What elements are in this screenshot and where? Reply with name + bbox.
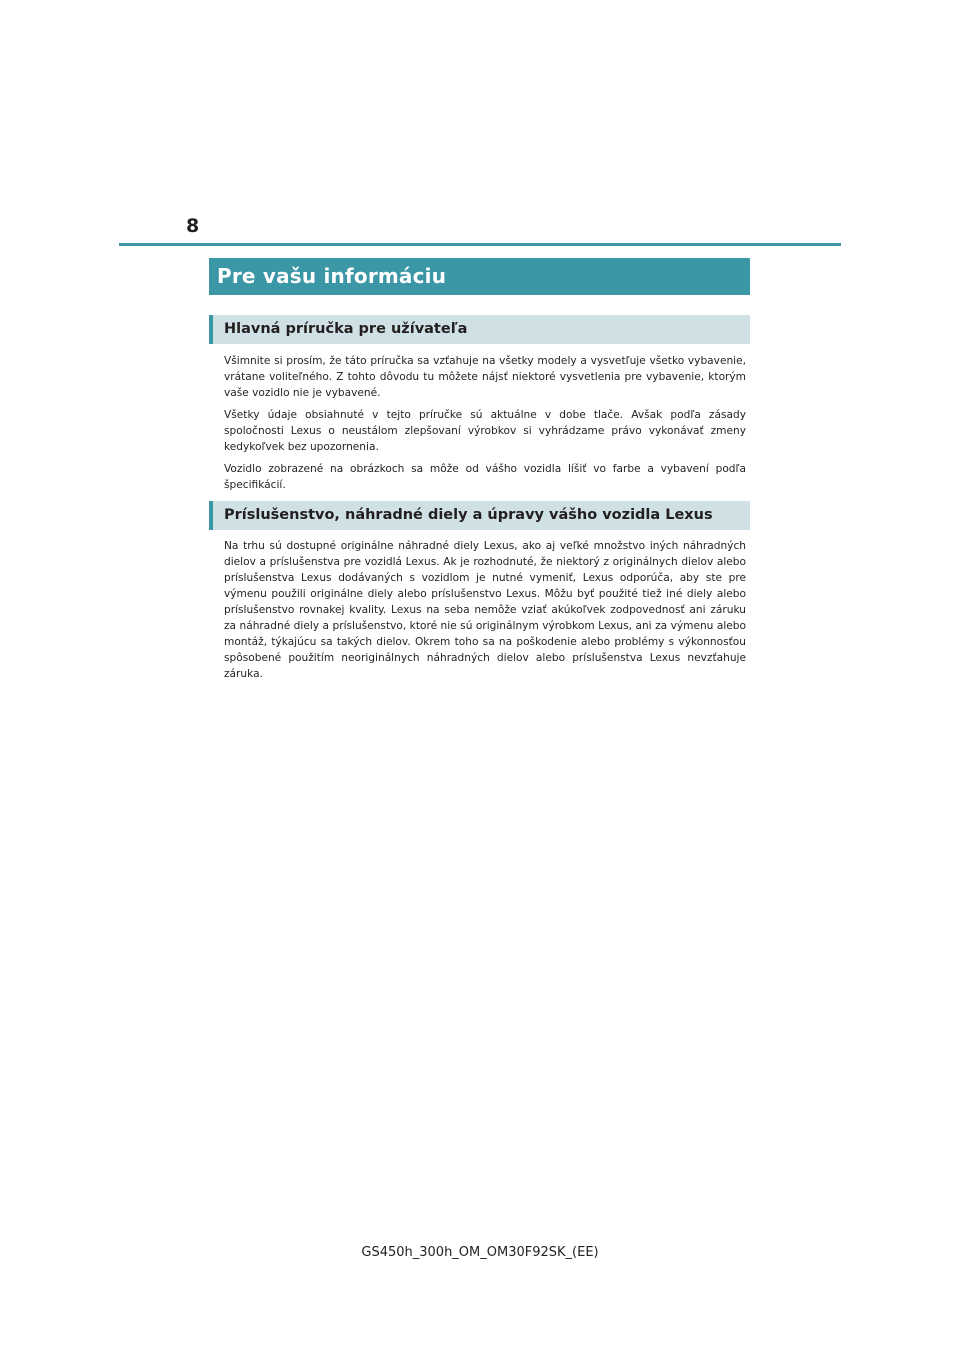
paragraph: Všimnite si prosím, že táto príručka sa vzťahuje na všetky modely a vysvetľuje všetko vybavenie, vrátane voliteľného. Z tohto dôvodu tu môžete nájsť niektoré vysvetlenia pre vybavenie, ktorým vaše vozidlo nie je vybavené. bbox=[224, 355, 746, 399]
section-body-main-manual bbox=[224, 353, 746, 499]
section-body-accessories bbox=[224, 538, 746, 688]
main-heading: Pre vašu informáciu bbox=[209, 258, 750, 295]
paragraph: Na trhu sú dostupné originálne náhradné diely Lexus, ako aj veľké množstvo iných náhradných dielov a príslušenstva pre vozidlá Lexus. Ak je rozhodnuté, že niektorý z originálnych dielov alebo príslušenstva Lexus dodávaných s vozidlom je nutné vymeniť, Lexus odporúča, aby ste pre výmenu použili originálne diely alebo príslušenstvo Lexus. Môžu byť použité tiež iné diely alebo príslušenstvo rovnakej kvality. Lexus na seba nemôže vziať akúkoľvek zodpovednosť ani záruku za náhradné diely a príslušenstvo, ktoré nie sú originálnym výrobkom Lexus, ani za výmenu alebo montáž, týkajúcu sa takých dielov. Okrem toho sa na poškodenie alebo problémy s výkonnosťou spôsobené použitím neoriginálnych náhradných dielov alebo príslušenstva Lexus nevzťahuje záruka. bbox=[224, 540, 746, 680]
page-number: 8 bbox=[186, 215, 200, 237]
paragraph: Všetky údaje obsiahnuté v tejto príručke sú aktuálne v dobe tlače. Avšak podľa zásady spoločnosti Lexus o neustálom zlepšovaní výrobkov si vyhrádzame právo vykonávať zmeny kedykoľvek bez upozornenia. bbox=[224, 409, 746, 453]
section-heading-main-manual: Hlavná príručka pre užívateľa bbox=[209, 315, 750, 344]
top-rule bbox=[119, 243, 841, 246]
section-heading-accessories: Príslušenstvo, náhradné diely a úpravy vášho vozidla Lexus bbox=[209, 501, 750, 530]
footer-code: GS450h_300h_OM_OM30F92SK_(EE) bbox=[361, 1245, 599, 1260]
paragraph: Vozidlo zobrazené na obrázkoch sa môže od vášho vozidla líšiť vo farbe a vybavení podľa špecifikácií. bbox=[224, 463, 746, 491]
